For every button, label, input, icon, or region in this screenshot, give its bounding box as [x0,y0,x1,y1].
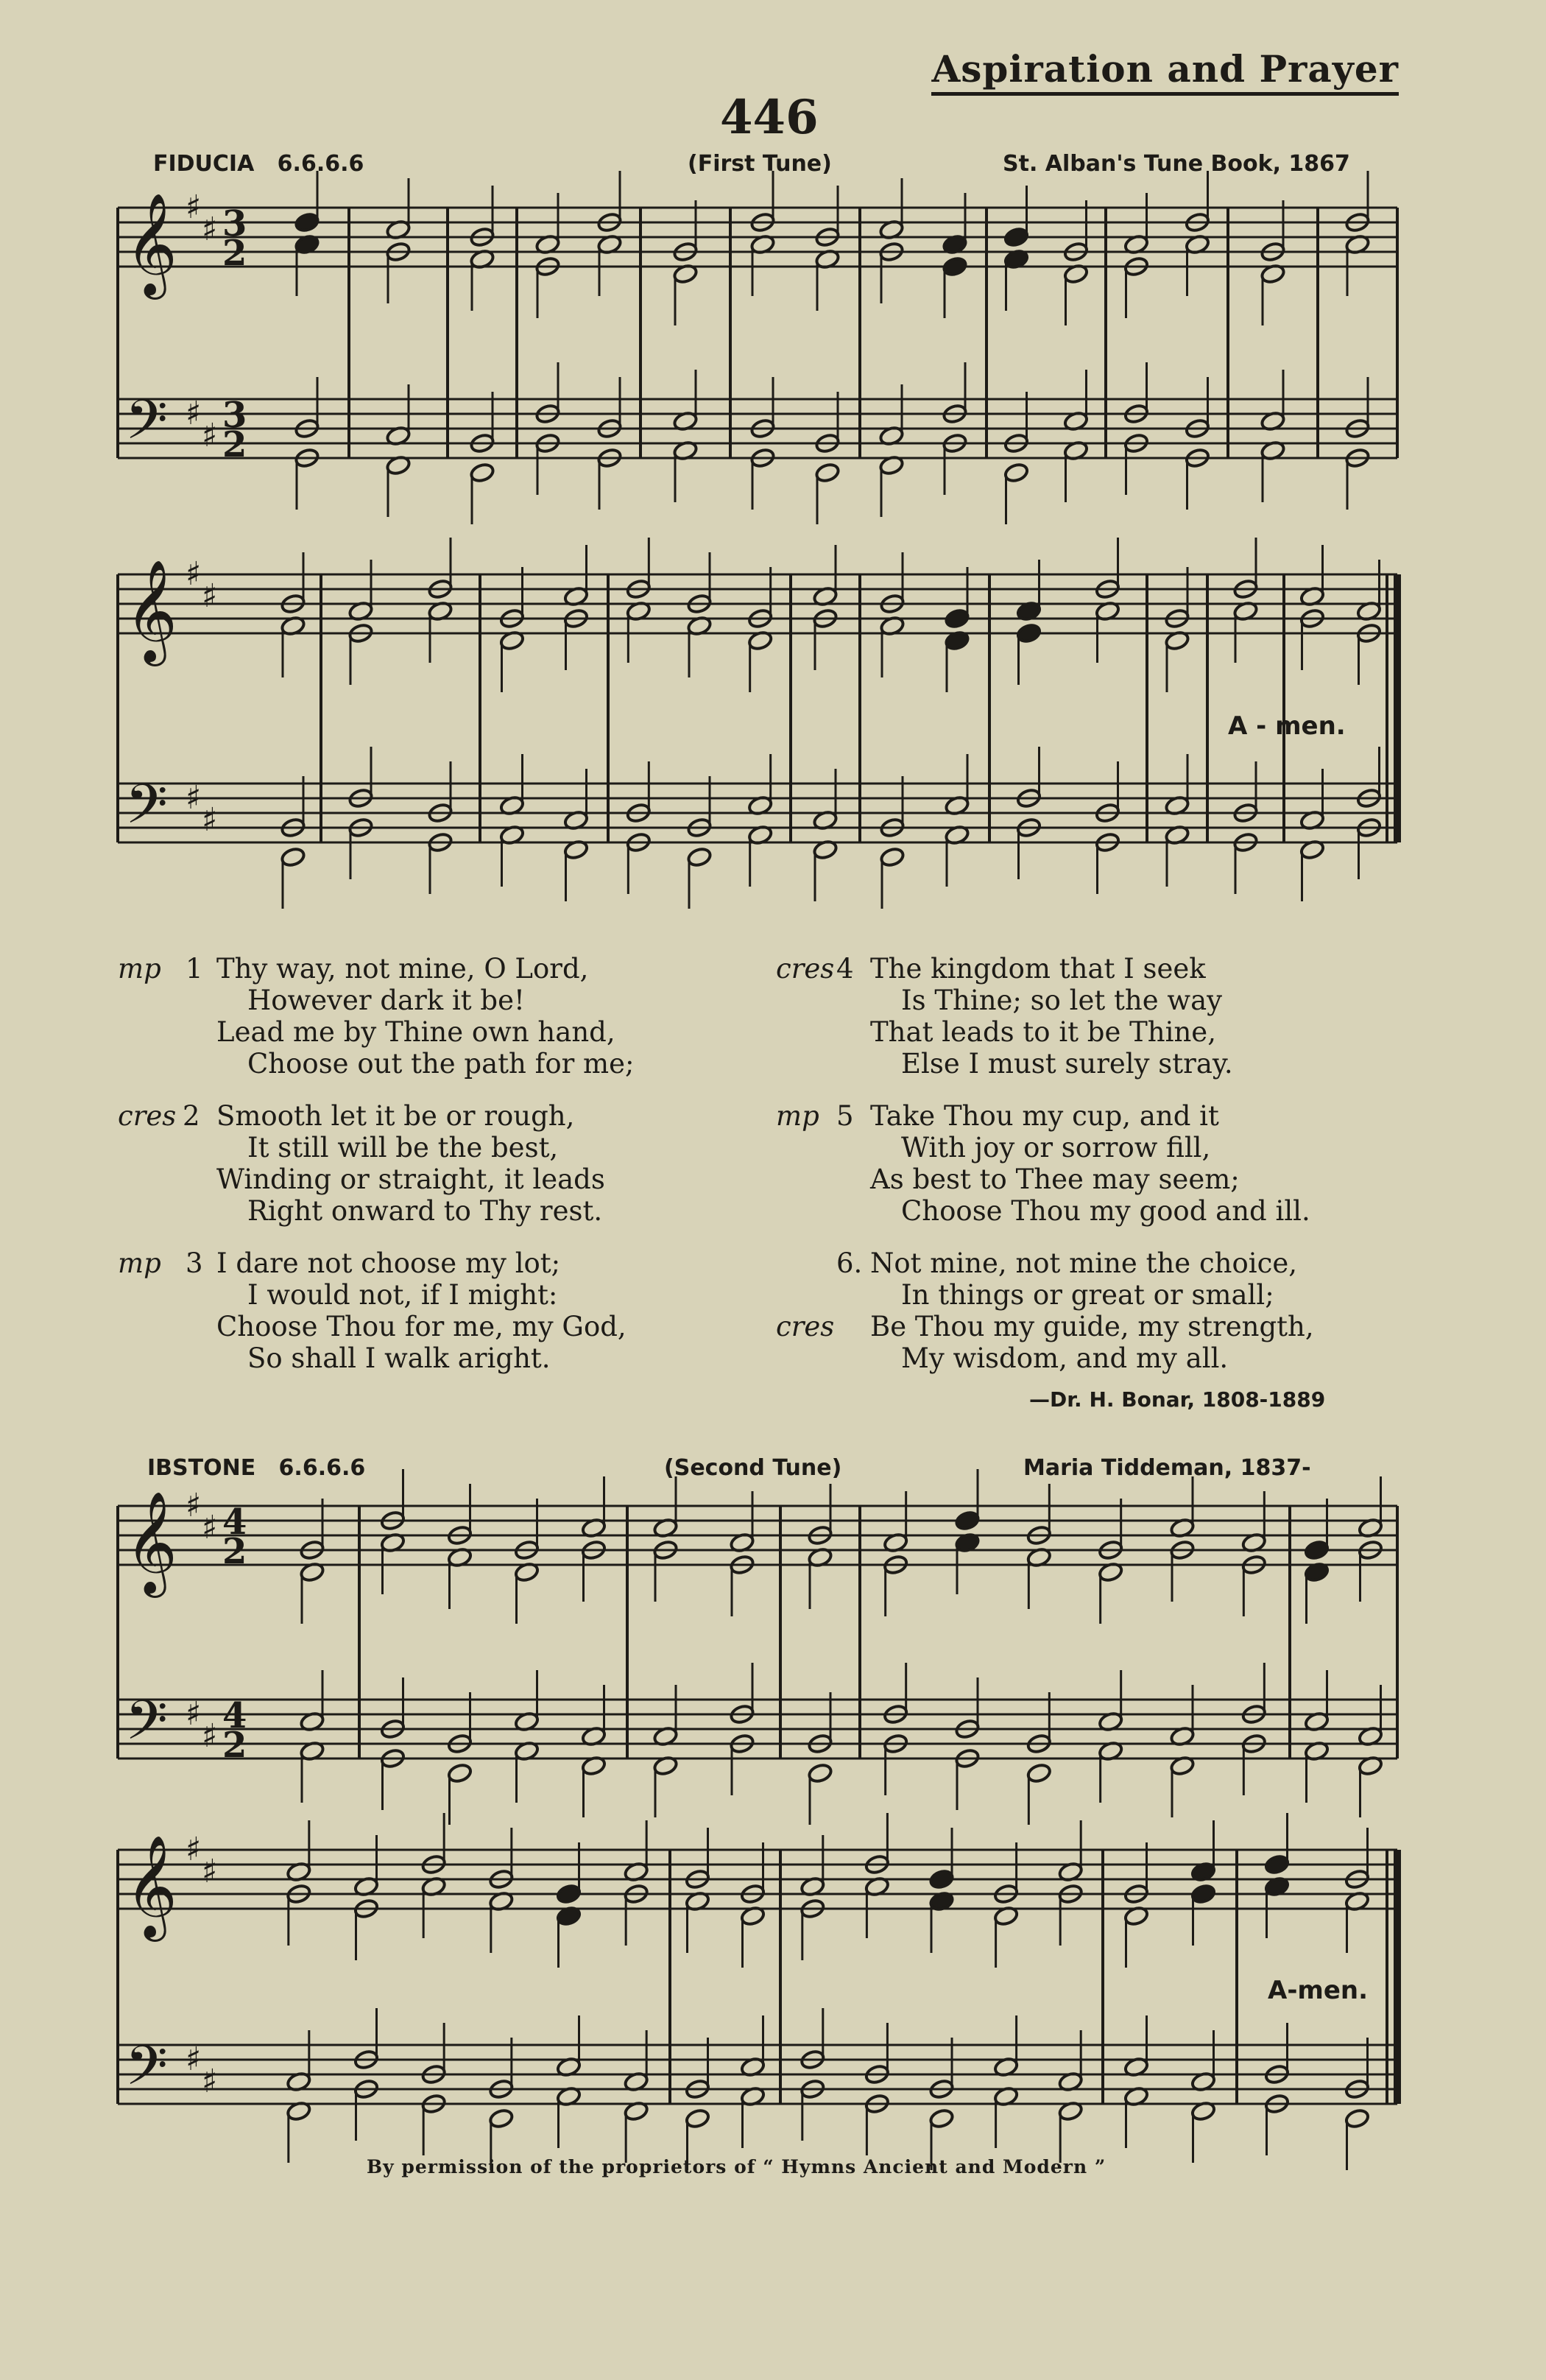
verse-line: Is Thine; so let the way [901,985,1223,1016]
verse-line: Choose out the path for me; [247,1048,635,1080]
verse-3-dynamic: mp [118,1247,161,1279]
verse-5 [776,1100,1439,1227]
tune2-title: IBSTONE [147,1455,256,1481]
note-head [488,2108,514,2129]
hymn-number: 446 [720,90,819,145]
note-head [807,1762,833,1784]
sharp-icon: ♯ [202,1717,218,1755]
note-head [879,846,905,867]
note-head [556,1883,582,1904]
note-head [686,846,712,867]
tune2-label: (Second Tune) [664,1455,842,1481]
tune1-amen: A - men. [1228,711,1346,741]
verse-line: My wisdom, and my all. [901,1342,1229,1374]
verse-3 [118,1247,751,1374]
verse-6 [776,1247,1439,1374]
verse-1-dynamic: mp [118,953,161,985]
verse-line: The kingdom that I seek [870,953,1206,985]
verse-1-number: 1 [186,953,203,985]
note-head [1026,1762,1052,1784]
sharp-icon: ♯ [202,417,218,454]
note-head [1003,462,1029,483]
sharp-icon: ♯ [186,1831,202,1868]
note-head [944,608,970,629]
verse-line: As best to Thee may seem; [870,1163,1240,1195]
sharp-icon: ♯ [202,1509,218,1546]
verse-5-number: 5 [836,1100,854,1132]
note-head [294,211,320,233]
treble-clef-icon: 𝄞 [125,193,177,295]
verse-3-number: 3 [186,1247,203,1279]
tune2-meter: 6.6.6.6 [278,1455,366,1481]
tune2-name [147,1455,365,1481]
note-head [954,1510,980,1531]
verse-1 [118,953,751,1080]
verse-line: That leads to it be Thine, [870,1016,1216,1048]
verse-line: With joy or sorrow fill, [901,1132,1211,1163]
sharp-icon: ♯ [186,1695,202,1733]
tune1-title: FIDUCIA [153,151,255,177]
bass-clef-icon: 𝄢 [125,2034,168,2111]
sharp-icon: ♯ [202,2063,218,2100]
verses-left-column [118,953,751,1395]
treble-clef-icon: 𝄞 [125,560,177,662]
verse-line: Choose Thou for me, my God, [216,1311,626,1342]
author-attribution: —Dr. H. Bonar, 1808-1889 [1029,1387,1326,1412]
note-head [447,1762,473,1784]
time-signature-bottom: 2 [222,424,247,465]
sharp-icon: ♯ [202,211,218,248]
note-head [928,1868,954,1890]
verse-line: However dark it be! [247,985,525,1016]
note-head [814,462,840,483]
verse-line: Be Thou my guide, my strength, [870,1311,1314,1342]
note-head [280,846,306,867]
note-head [942,256,967,277]
verse-2 [118,1100,751,1227]
tune1-label: (First Tune) [688,151,832,177]
verse-line: Lead me by Thine own hand, [216,1016,615,1048]
verse-2-dynamic: cres [118,1100,177,1132]
verse-line: Thy way, not mine, O Lord, [216,953,589,985]
verse-line: In things or great or small; [901,1279,1274,1311]
verse-2-number: 2 [183,1100,200,1132]
sharp-icon: ♯ [202,801,218,839]
note-head [1016,622,1042,644]
note-head [685,2108,710,2129]
verse-line: Take Thou my cup, and it [870,1100,1219,1132]
verses-right-column [776,953,1439,1395]
verse-line: Not mine, not mine the choice, [870,1247,1297,1279]
tune2-amen: A-men. [1268,1976,1369,2005]
bass-clef-icon: 𝄢 [125,1689,168,1766]
time-signature-top: 3 [222,395,247,436]
verse-6-number: 6. [836,1247,863,1279]
sharp-icon: ♯ [186,779,202,817]
tune2-composer: Maria Tiddeman, 1837- [1023,1455,1311,1481]
note-head [1264,1853,1290,1875]
verse-line: Smooth let it be or rough, [216,1100,575,1132]
sharp-icon: ♯ [186,189,202,226]
sharp-icon: ♯ [186,2041,202,2078]
verse-4-number: 4 [836,953,854,985]
treble-clef-icon: 𝄞 [125,1835,177,1937]
note-head [1344,2108,1370,2129]
sharp-icon: ♯ [186,1487,202,1524]
sharp-icon: ♯ [186,555,202,593]
note-head [1304,1539,1330,1560]
verse-4-dynamic: cres [776,953,835,985]
verse-5-dynamic: mp [776,1100,819,1132]
verse-line: So shall I walk aright. [247,1342,551,1374]
verse-line: I dare not choose my lot; [216,1247,561,1279]
tune1-meter: 6.6.6.6 [277,151,364,177]
note-head [469,462,495,483]
time-signature-bottom: 2 [222,1531,247,1572]
verse-line: I would not, if I might: [247,1279,558,1311]
sharp-icon: ♯ [202,577,218,615]
sharp-icon: ♯ [186,395,202,432]
time-signature-top: 4 [222,1501,247,1543]
time-signature-bottom: 2 [222,233,247,274]
bass-clef-icon: 𝄢 [125,388,168,465]
time-signature-top: 4 [222,1695,247,1736]
bass-clef-icon: 𝄢 [125,772,168,850]
verse-line: Winding or straight, it leads [216,1163,605,1195]
verse-line: Choose Thou my good and ill. [901,1195,1310,1227]
sharp-icon: ♯ [202,1853,218,1890]
section-title: Aspiration and Prayer [931,47,1399,96]
time-signature-top: 3 [222,203,247,244]
permission-footnote: By permission of the proprietors of “ Hymns Ancient and Modern ” [367,2156,1106,2177]
note-head [928,2108,954,2129]
verse-line: Right onward to Thy rest. [247,1195,603,1227]
tune1-source: St. Alban's Tune Book, 1867 [1003,151,1350,177]
verse-6-dynamic: cres [776,1311,835,1342]
verse-line: It still will be the best, [247,1132,559,1163]
note-head [1003,226,1029,247]
note-head [1190,1883,1216,1904]
time-signature-bottom: 2 [222,1725,247,1766]
verse-line: Else I must surely stray. [901,1048,1233,1080]
treble-clef-icon: 𝄞 [125,1491,177,1594]
verse-4 [776,953,1439,1080]
